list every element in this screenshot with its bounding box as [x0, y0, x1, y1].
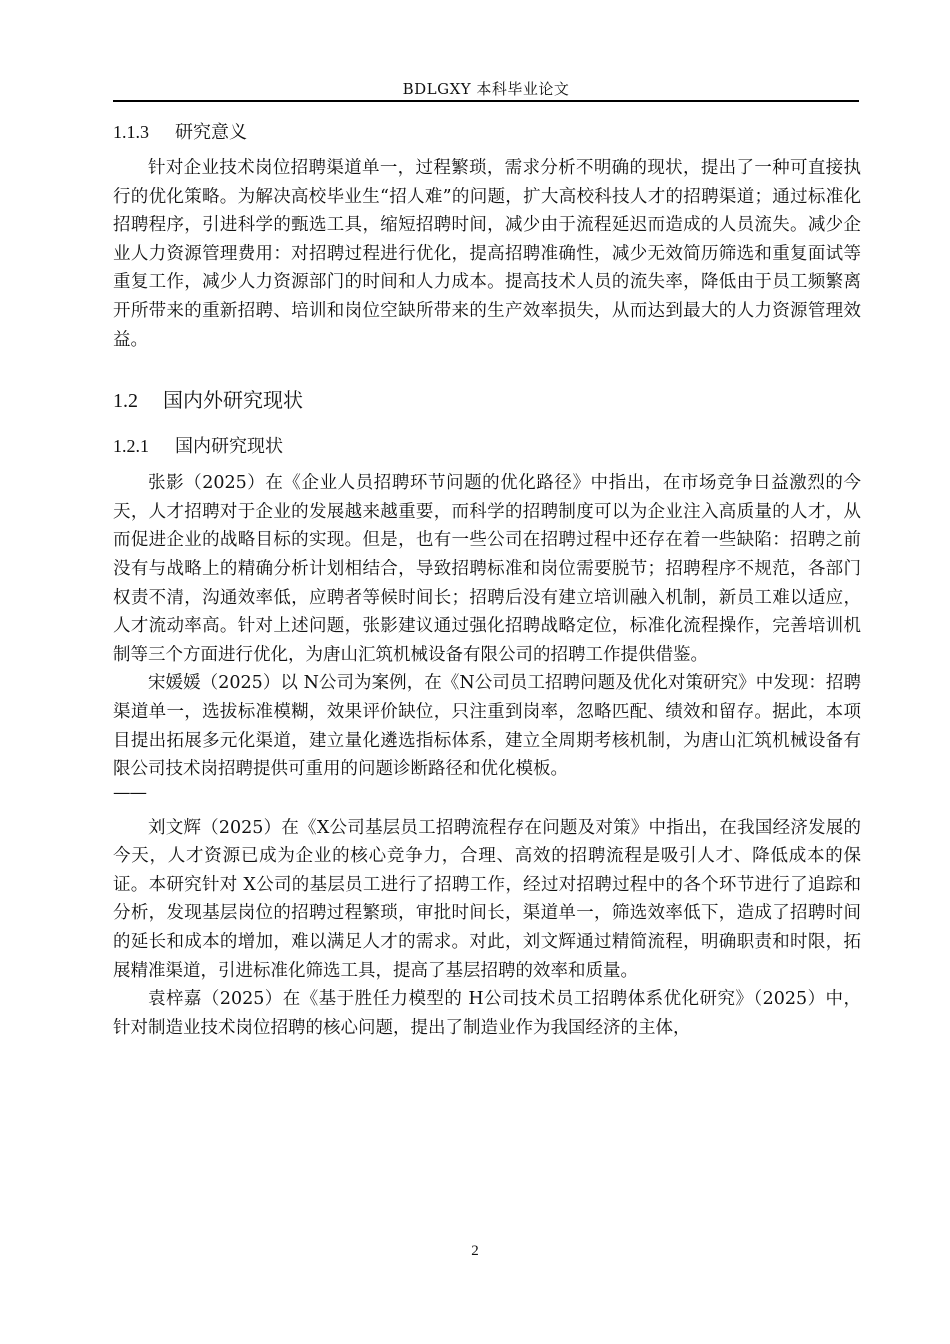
section-title: 国内研究现状	[175, 436, 283, 458]
section-number: 1.2	[113, 390, 138, 413]
paragraph-yuan-zijia: 袁梓嘉（2025）在《基于胜任力模型的 H公司技术员工招聘体系优化研究》（2025）中，针对制造业技术岗位招聘的核心问题，提出了制造业作为我国经济的主体，	[113, 989, 861, 1038]
section-heading-1-1-3	[113, 118, 861, 146]
page-content	[113, 118, 861, 1042]
page-number: 2	[471, 1243, 479, 1259]
header-rule	[113, 100, 859, 102]
dash-line: ——	[113, 782, 146, 803]
section-title: 研究意义	[175, 122, 247, 143]
paragraph-liu-wenhui: 刘文辉（2025）在《X公司基层员工招聘流程存在问题及对策》中指出，在我国经济发展的今天，人才资源已成为企业的核心竞争力，合理、高效的招聘流程是吸引人才、降低成本的保证。本研究针对 X公司的基层员工进行了招聘工作，经过对招聘过程中的各个环节进行了追踪和分析，发现基层岗位的招聘过程繁琐，审批时间长，渠道单一，筛选效率低下，造成了招聘时间的延长和成本的增加，难以满足人才的需求。对此，刘文辉通过精简流程，明确职责和时限，拓展精准渠道，引进标准化筛选工具，提高了基层招聘的效率和质量。	[113, 817, 861, 981]
section-title: 国内外研究现状	[163, 388, 303, 413]
page-header: BDLGXY 本科毕业论文	[402, 80, 570, 98]
section-number: 1.2.1	[113, 436, 149, 457]
section-heading-1-2-1	[113, 432, 861, 460]
section-heading-1-2	[113, 384, 861, 416]
paragraph-zhang-ying: 张影（2025）在《企业人员招聘环节问题的优化路径》中指出，在市场竞争日益激烈的今天，人才招聘对于企业的发展越来越重要，而科学的招聘制度可以为企业注入高质量的人才，从而促进企业的战略目标的实现。但是，也有一些公司在招聘过程中还存在着一些缺陷：招聘之前没有与战略上的精确分析计划相结合，导致招聘标准和岗位需要脱节；招聘程序不规范，各部门权责不清，沟通效率低，应聘者等候时间长；招聘后没有建立培训融入机制，新员工难以适应，人才流动率高。针对上述问题，张影建议通过强化招聘战略定位，标准化流程操作，完善培训机制等三个方面进行优化，为唐山汇筑机械设备有限公司的招聘工作提供借鉴。	[113, 473, 861, 665]
paragraph-song-yuanyuan: 宋媛媛（2025）以 N公司为案例，在《N公司员工招聘问题及优化对策研究》中发现：招聘渠道单一，选拔标准模糊，效果评价缺位，只注重到岗率，忽略匹配、绩效和留存。据此，本项目提出拓展多元化渠道，建立量化遴选指标体系，建立全周期考核机制，为唐山汇筑机械设备有限公司技术岗招聘提供可重用的问题诊断路径和优化模板。	[113, 673, 861, 780]
section-number: 1.1.3	[113, 122, 149, 142]
paragraph-research-significance: 针对企业技术岗位招聘渠道单一，过程繁琐，需求分析不明确的现状，提出了一种可直接执行的优化策略。为解决高校毕业生“招人难”的问题，扩大高校科技人才的招聘渠道；通过标准化招聘程序，引进科学的甄选工具，缩短招聘时间，减少由于流程延迟而造成的人员流失。减少企业人力资源管理费用：对招聘过程进行优化，提高招聘准确性，减少无效简历筛选和重复面试等重复工作，减少人力资源部门的时间和人力成本。提高技术人员的流失率，降低由于员工频繁离开所带来的重新招聘、培训和岗位空缺所带来的生产效率损失，从而达到最大的人力资源管理效益。	[113, 158, 861, 350]
